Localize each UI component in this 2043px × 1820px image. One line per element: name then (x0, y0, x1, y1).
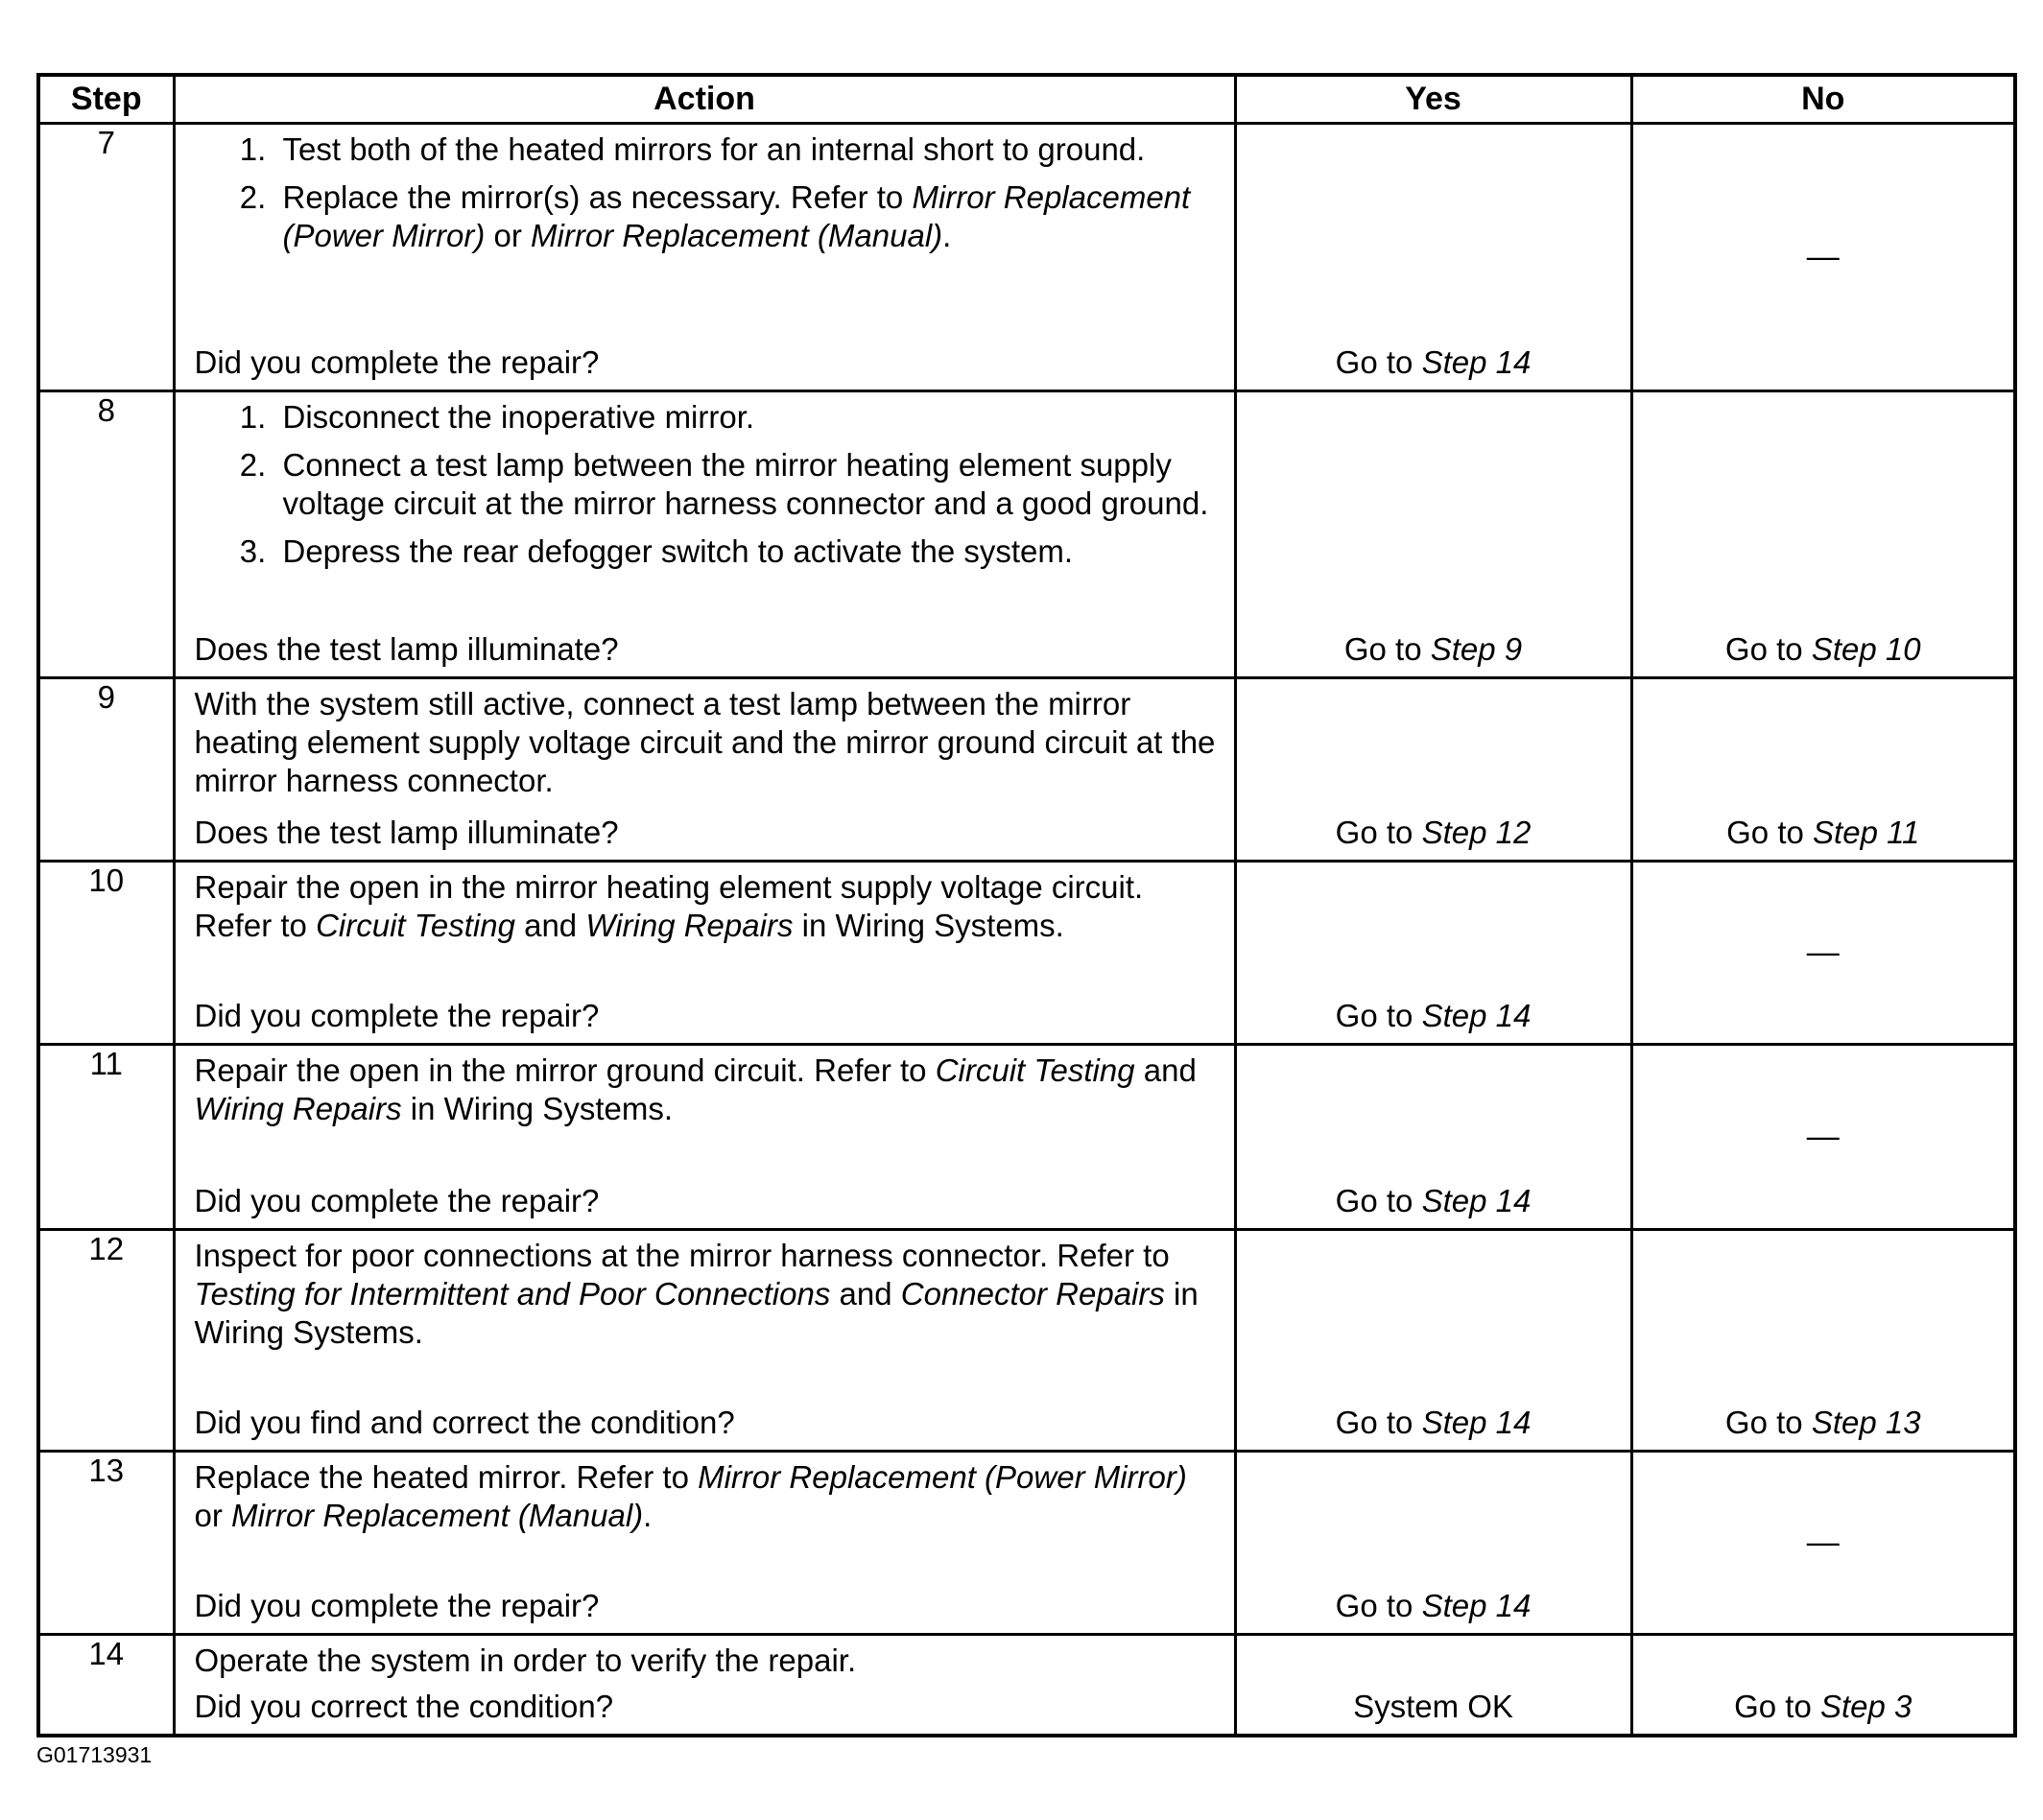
diagnostic-table (36, 73, 2017, 1737)
yes-cell (1235, 1230, 1631, 1452)
action-item: 1. Disconnect the inoperative mirror. (275, 398, 1223, 437)
action-question: Does the test lamp illuminate? (194, 631, 619, 667)
step-number: 14 (38, 1635, 174, 1737)
action-question: Does the test lamp illuminate? (194, 815, 619, 850)
step-number: 12 (38, 1230, 174, 1452)
action-text: Replace the heated mirror. Refer to Mirror Replacement (Power Mirror) or Mirror Replacement (Manual). (194, 1459, 1187, 1533)
no-cell (1631, 1230, 2015, 1452)
no-answer: Go to Step 3 (1734, 1689, 1912, 1724)
step-number: 10 (38, 862, 174, 1045)
no-cell (1631, 391, 2015, 678)
action-question: Did you find and correct the condition? (194, 1405, 735, 1440)
no-answer: — (1806, 1118, 1840, 1155)
no-cell (1631, 1452, 2015, 1635)
header-yes: Yes (1235, 75, 1631, 124)
action-cell (174, 1230, 1235, 1452)
table-row (38, 1635, 2015, 1737)
step-number: 7 (38, 124, 174, 391)
yes-cell (1235, 862, 1631, 1045)
action-item: 2. Connect a test lamp between the mirror heating element supply voltage circuit at the mirror harness connector and a good ground. (275, 446, 1223, 523)
yes-answer: System OK (1353, 1689, 1513, 1724)
yes-cell (1235, 1635, 1631, 1737)
table-row (38, 678, 2015, 862)
yes-answer: Go to Step 12 (1335, 815, 1532, 850)
step-number: 13 (38, 1452, 174, 1635)
yes-cell (1235, 124, 1631, 391)
table-row (38, 862, 2015, 1045)
no-answer: — (1806, 934, 1840, 971)
yes-answer: Go to Step 14 (1335, 998, 1532, 1033)
figure-id: G01713931 (36, 1742, 153, 1767)
action-question: Did you complete the repair? (194, 998, 600, 1033)
action-cell (174, 124, 1235, 391)
table-row (38, 391, 2015, 678)
header-action: Action (174, 75, 1235, 124)
action-text: Operate the system in order to verify the repair. (194, 1643, 857, 1678)
no-cell (1631, 862, 2015, 1045)
no-answer: Go to Step 11 (1726, 815, 1920, 850)
action-cell (174, 1635, 1235, 1737)
action-item: 2. Replace the mirror(s) as necessary. Refer to Mirror Replacement (Power Mirror) or Mirror Replacement (Manual). (275, 178, 1223, 255)
action-cell (174, 678, 1235, 862)
no-cell (1631, 678, 2015, 862)
action-cell (174, 862, 1235, 1045)
step-number: 8 (38, 391, 174, 678)
yes-cell (1235, 1045, 1631, 1230)
header-step: Step (38, 75, 174, 124)
no-answer: Go to Step 13 (1724, 1405, 1921, 1440)
action-item: 1. Test both of the heated mirrors for an internal short to ground. (275, 130, 1223, 169)
step-number: 9 (38, 678, 174, 862)
action-cell (174, 1452, 1235, 1635)
action-text: With the system still active, connect a test lamp between the mirror heating element supply voltage circuit and the mirror ground circuit at the mirror harness connector. (194, 686, 1216, 798)
yes-answer: Go to Step 9 (1343, 631, 1523, 667)
table-row (38, 124, 2015, 391)
action-text: Inspect for poor connections at the mirror harness connector. Refer to Testing for Intermittent and Poor Connections and Connector Repairs in Wiring Systems. (194, 1238, 1199, 1350)
action-question: Did you complete the repair? (194, 344, 600, 380)
table-row (38, 1230, 2015, 1452)
header-no: No (1631, 75, 2015, 124)
yes-answer: Go to Step 14 (1335, 1588, 1532, 1623)
action-question: Did you complete the repair? (194, 1588, 600, 1623)
yes-answer: Go to Step 14 (1335, 1405, 1532, 1440)
action-cell (174, 391, 1235, 678)
action-item: 3. Depress the rear defogger switch to activate the system. (275, 532, 1223, 571)
yes-answer: Go to Step 14 (1335, 1183, 1532, 1218)
yes-cell (1235, 678, 1631, 862)
action-question: Did you complete the repair? (194, 1183, 600, 1218)
yes-cell (1235, 1452, 1631, 1635)
action-cell (174, 1045, 1235, 1230)
header-row (38, 75, 2015, 124)
no-answer: Go to Step 10 (1724, 631, 1921, 667)
yes-cell (1235, 391, 1631, 678)
no-answer: — (1806, 1524, 1840, 1561)
yes-answer: Go to Step 14 (1335, 344, 1532, 380)
no-cell (1631, 1045, 2015, 1230)
table-row (38, 1452, 2015, 1635)
no-cell (1631, 1635, 2015, 1737)
action-text: Repair the open in the mirror ground circuit. Refer to Circuit Testing and Wiring Repairs in Wiring Systems. (194, 1052, 1197, 1126)
step-number: 11 (38, 1045, 174, 1230)
action-text: Repair the open in the mirror heating element supply voltage circuit. Refer to Circuit Testing and Wiring Repairs in Wiring Systems. (194, 869, 1144, 943)
no-cell (1631, 124, 2015, 391)
no-answer: — (1806, 238, 1840, 275)
action-question: Did you correct the condition? (194, 1689, 614, 1724)
table-row (38, 1045, 2015, 1230)
